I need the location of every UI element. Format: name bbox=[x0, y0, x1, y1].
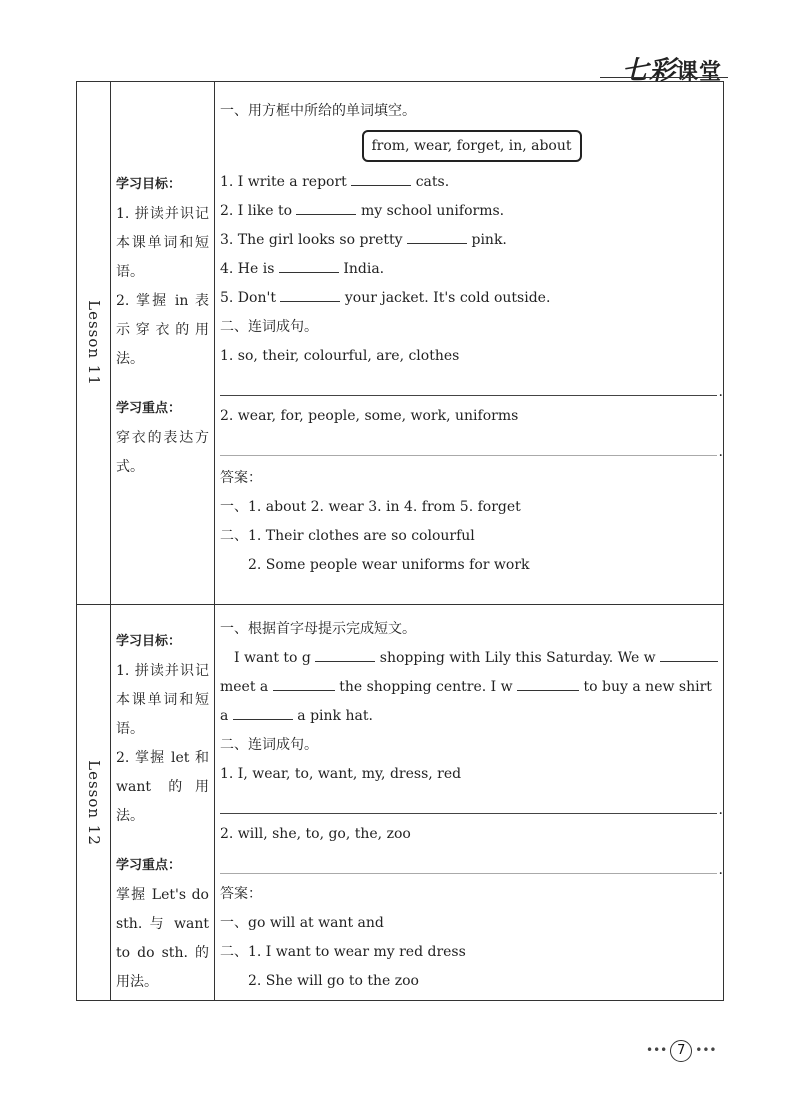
answer-key: 一、1. about 2. wear 3. in 4. from 5. forget bbox=[220, 499, 521, 515]
objective-item: 1. 拼读并识记本课单词和短语。 bbox=[116, 206, 209, 280]
passage-line: a a pink hat. bbox=[220, 702, 723, 731]
lesson-label: Lesson 12 bbox=[84, 759, 103, 846]
word-list: 2. will, she, to, go, the, zoo bbox=[220, 826, 411, 842]
word-list: 1. I, wear, to, want, my, dress, red bbox=[220, 766, 462, 782]
brand-italic: 七彩 bbox=[621, 56, 676, 86]
section-title: 二、连词成句。 bbox=[220, 737, 318, 753]
worksheet-table bbox=[76, 81, 724, 1001]
passage-line: meet a the shopping centre. I w to buy a new shirt bbox=[220, 673, 723, 702]
section-title: 一、根据首字母提示完成短文。 bbox=[220, 621, 416, 637]
answer-key: 2. She will go to the zoo bbox=[248, 973, 419, 989]
answer-key: 二、1. Their clothes are so colourful bbox=[220, 528, 475, 544]
exercise-cell bbox=[215, 82, 723, 604]
fill-item: 1. I write a report cats. bbox=[220, 168, 723, 197]
lesson-label: Lesson 11 bbox=[84, 300, 103, 386]
header-rule bbox=[600, 77, 728, 78]
page-number-badge bbox=[646, 1040, 716, 1062]
answer-key: 一、go will at want and bbox=[220, 915, 384, 931]
answer-key: 2. Some people wear uniforms for work bbox=[248, 557, 530, 573]
answers-heading: 答案： bbox=[220, 470, 262, 486]
fill-item: 4. He is India. bbox=[220, 255, 723, 284]
answer-line: . bbox=[220, 849, 717, 874]
dots-left: ••• bbox=[646, 1043, 668, 1057]
fill-item: 3. The girl looks so pretty pink. bbox=[220, 226, 723, 255]
answer-line: . bbox=[220, 431, 717, 456]
objectives-cell bbox=[111, 605, 215, 1000]
brand-rest: 课堂 bbox=[675, 60, 722, 85]
objective-item: 1. 拼读并识记本课单词和短语。 bbox=[116, 663, 209, 737]
focus-heading: 学习重点： bbox=[116, 401, 182, 416]
objectives-heading: 学习目标： bbox=[116, 177, 182, 192]
lesson-11-row bbox=[77, 82, 723, 605]
lesson-12-row bbox=[77, 605, 723, 1000]
fill-item: 5. Don't your jacket. It's cold outside. bbox=[220, 284, 723, 313]
objectives-cell bbox=[111, 82, 215, 604]
exercise-cell bbox=[215, 605, 723, 1000]
answer-line: . bbox=[220, 789, 717, 814]
dots-right: ••• bbox=[695, 1043, 717, 1057]
section-title: 二、连词成句。 bbox=[220, 319, 318, 335]
page-number: 7 bbox=[670, 1040, 692, 1062]
focus-text: 穿衣的表达方式。 bbox=[116, 430, 209, 475]
lesson-label-cell bbox=[77, 82, 111, 604]
answers-heading: 答案： bbox=[220, 886, 262, 902]
section-title: 一、用方框中所给的单词填空。 bbox=[220, 103, 416, 119]
word-list: 1. so, their, colourful, are, clothes bbox=[220, 348, 460, 364]
objectives-heading: 学习目标： bbox=[116, 634, 182, 649]
answer-line: . bbox=[220, 371, 717, 396]
passage-line: I want to g shopping with Lily this Saturday. We w bbox=[220, 644, 723, 673]
word-box: from, wear, forget, in, about bbox=[362, 130, 582, 162]
focus-text: 掌握 Let's do sth. 与 want to do sth. 的用法。 bbox=[116, 887, 209, 990]
focus-heading: 学习重点： bbox=[116, 858, 182, 873]
fill-item: 2. I like to my school uniforms. bbox=[220, 197, 723, 226]
objective-item: 2. 掌握 in 表示穿衣的用法。 bbox=[116, 293, 209, 367]
objective-item: 2. 掌握 let 和 want 的用法。 bbox=[116, 750, 209, 824]
word-list: 2. wear, for, people, some, work, uniforms bbox=[220, 408, 519, 424]
answer-key: 二、1. I want to wear my red dress bbox=[220, 944, 466, 960]
lesson-label-cell bbox=[77, 605, 111, 1000]
